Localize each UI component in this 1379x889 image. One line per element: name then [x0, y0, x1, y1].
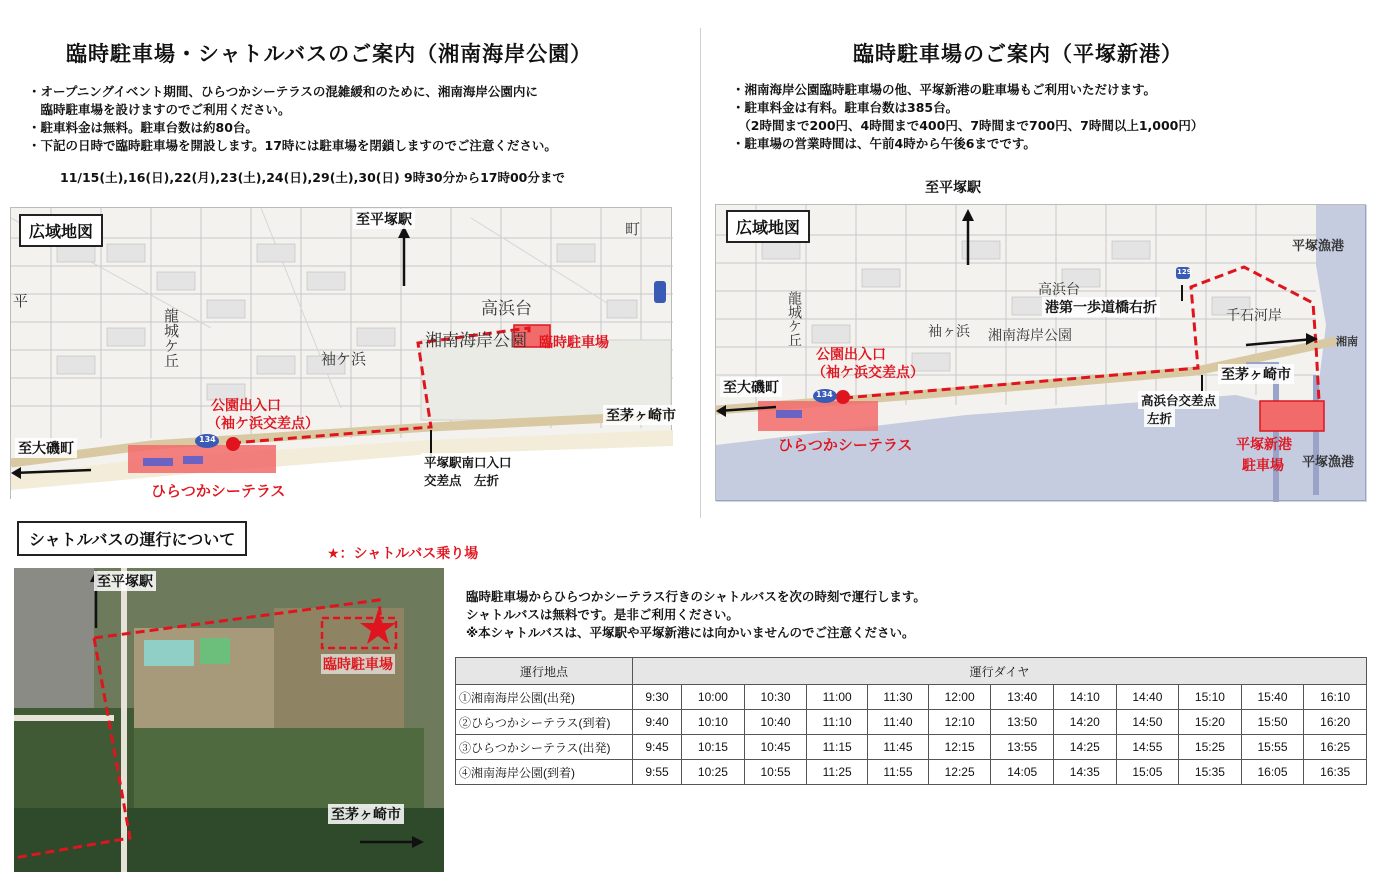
table-row	[456, 735, 1367, 760]
table-row	[456, 710, 1367, 735]
timetable-time-cell: 15:50	[1241, 710, 1304, 735]
timetable-time-cell: 15:10	[1179, 685, 1242, 710]
timetable-time-cell: 13:40	[991, 685, 1054, 710]
timetable-stop-cell: ②ひらつかシーテラス(到着)	[456, 710, 633, 735]
right-to-chigasaki-label: 至茅ヶ崎市	[1218, 364, 1294, 384]
right-sodegahama-label: 袖ヶ浜	[928, 324, 970, 340]
timetable-time-cell: 11:00	[807, 685, 868, 710]
timetable-time-cell: 14:50	[1116, 710, 1179, 735]
timetable-time-cell: 11:40	[868, 710, 929, 735]
right-takahama-label: 高浜台	[1038, 282, 1080, 298]
right-route-129-shield: 129	[1177, 268, 1192, 276]
left-title: 臨時駐車場・シャトルバスのご案内（湘南海岸公園）	[66, 42, 593, 66]
right-shonan-label: 湘南	[1336, 335, 1358, 348]
timetable-body	[456, 685, 1367, 785]
right-bullet: （2時間まで200円、4時間まで400円、7時間まで700円、7時間以上1,000円）	[732, 118, 1204, 133]
timetable-time-cell: 10:40	[744, 710, 807, 735]
left-takahama-label: 高浜台	[481, 299, 532, 319]
left-map-tag: 広域地図	[19, 214, 103, 247]
timetable-time-cell: 10:55	[744, 760, 807, 785]
left-bullet: ・オープニングイベント期間、ひらつかシーテラスの混雑緩和のために、湘南海岸公園内に	[28, 84, 538, 99]
shuttle-aerial-photo	[14, 568, 444, 872]
left-bullet: ・駐車料金は無料。駐車台数は約80台。	[28, 120, 258, 135]
right-to-oiso-label: 至大磯町	[720, 377, 782, 397]
timetable-time-cell: 14:35	[1054, 760, 1117, 785]
timetable-time-cell: 12:10	[928, 710, 991, 735]
timetable-time-cell: 11:15	[807, 735, 868, 760]
left-hira-label: 平	[13, 292, 29, 310]
timetable-time-cell: 9:45	[633, 735, 682, 760]
right-bullet: ・駐車場の営業時間は、午前4時から午後6までです。	[732, 136, 1036, 151]
right-entrance-sub-label: （袖ケ浜交差点）	[812, 365, 924, 381]
timetable-time-cell: 16:05	[1241, 760, 1304, 785]
right-turn-left-label: 高浜台交差点	[1138, 391, 1219, 409]
timetable-time-cell: 15:05	[1116, 760, 1179, 785]
boarding-legend: ★：シャトルバス乗り場	[327, 546, 479, 562]
timetable-time-cell: 16:10	[1304, 685, 1367, 710]
right-map-tag: 広域地図	[726, 210, 810, 243]
timetable-time-cell: 14:25	[1054, 735, 1117, 760]
left-turn-label: 平塚駅南口入口	[421, 453, 515, 471]
timetable-time-cell: 15:40	[1241, 685, 1304, 710]
timetable-time-cell: 10:45	[744, 735, 807, 760]
right-wide-area-map	[715, 180, 1366, 501]
timetable-time-cell: 16:25	[1304, 735, 1367, 760]
column-divider	[700, 28, 701, 518]
timetable-time-cell: 11:25	[807, 760, 868, 785]
right-new-port-label: 平塚新港	[1236, 437, 1292, 453]
timetable-time-cell: 15:55	[1241, 735, 1304, 760]
timetable-time-cell: 12:15	[928, 735, 991, 760]
timetable-time-cell: 15:35	[1179, 760, 1242, 785]
timetable-time-cell: 15:20	[1179, 710, 1242, 735]
right-park-label: 湘南海岸公園	[988, 328, 1072, 344]
left-temp-parking-label: 臨時駐車場	[539, 335, 609, 351]
left-machi-label: 町	[625, 220, 641, 238]
shuttle-note: ※本シャトルバスは、平塚駅や平塚新港には向かいませんのでご注意ください。	[466, 625, 915, 640]
timetable-time-cell: 16:20	[1304, 710, 1367, 735]
timetable-time-cell: 10:10	[682, 710, 745, 735]
shuttle-note: シャトルバスは無料です。是非ご利用ください。	[466, 607, 739, 622]
right-turn-left-sub-label: 左折	[1144, 409, 1175, 427]
timetable-time-cell: 11:55	[868, 760, 929, 785]
timetable-time-cell: 14:10	[1054, 685, 1117, 710]
timetable-time-cell: 14:55	[1116, 735, 1179, 760]
aerial-temp-parking-label: 臨時駐車場	[321, 654, 395, 674]
left-ryujo-label: 龍城ケ丘	[162, 308, 180, 368]
timetable-time-cell: 10:15	[682, 735, 745, 760]
timetable-time-cell: 9:30	[633, 685, 682, 710]
right-fishing-port-label: 平塚漁港	[1292, 239, 1345, 254]
right-title: 臨時駐車場のご案内（平塚新港）	[853, 42, 1183, 66]
timetable-time-cell: 12:00	[928, 685, 991, 710]
timetable-time-cell: 14:05	[991, 760, 1054, 785]
timetable-stop-cell: ③ひらつかシーテラス(出発)	[456, 735, 633, 760]
right-new-port-sub-label: 駐車場	[1242, 458, 1284, 474]
timetable-time-cell: 10:25	[682, 760, 745, 785]
right-fishing-port-lower-label: 平塚漁港	[1302, 455, 1355, 470]
right-entrance-label: 公園出入口	[816, 347, 886, 363]
shuttle-notes	[466, 588, 926, 642]
timetable-time-cell: 10:00	[682, 685, 745, 710]
table-row	[456, 685, 1367, 710]
table-row	[456, 760, 1367, 785]
timetable-time-cell: 14:20	[1054, 710, 1117, 735]
shuttle-timetable	[455, 657, 1367, 785]
left-to-chigasaki-label: 至茅ヶ崎市	[603, 405, 679, 425]
timetable-time-cell: 9:40	[633, 710, 682, 735]
timetable-time-cell: 13:50	[991, 710, 1054, 735]
left-route-134-shield: 134	[199, 435, 216, 444]
right-turn-right-label: 港第一歩道橋右折	[1042, 297, 1160, 317]
timetable-stop-header: 運行地点	[456, 658, 633, 685]
timetable-time-cell: 11:10	[807, 710, 868, 735]
right-bullets	[732, 81, 1203, 153]
right-bullet: ・駐車料金は有料。駐車台数は385台。	[732, 100, 959, 115]
right-route-134-shield: 134	[816, 390, 833, 399]
right-ryujo-label: 龍城ケ丘	[786, 291, 802, 347]
timetable-time-cell: 11:30	[868, 685, 929, 710]
timetable-time-cell: 13:55	[991, 735, 1054, 760]
left-entrance-sub-label: （袖ケ浜交差点）	[207, 416, 319, 432]
timetable-time-cell: 16:35	[1304, 760, 1367, 785]
timetable-stop-cell: ①湘南海岸公園(出発)	[456, 685, 633, 710]
left-sodegahama-label: 袖ケ浜	[321, 350, 367, 368]
shuttle-note: 臨時駐車場からひらつかシーテラス行きのシャトルバスを次の時刻で運行します。	[466, 589, 926, 604]
open-hours: 9時30分から17時00分まで	[404, 170, 565, 185]
timetable-header-row	[456, 658, 1367, 685]
right-seaterrace-label: ひらつかシーテラス	[778, 436, 913, 454]
left-to-hiratsuka-label: 至平塚駅	[353, 209, 415, 229]
aerial-to-chigasaki-label: 至茅ヶ崎市	[328, 804, 404, 824]
timetable-time-cell: 15:25	[1179, 735, 1242, 760]
left-to-oiso-label: 至大磯町	[15, 438, 77, 458]
timetable-time-cell: 11:45	[868, 735, 929, 760]
aerial-to-hiratsuka-label: 至平塚駅	[94, 571, 156, 591]
aerial-graphic	[14, 568, 444, 872]
timetable-time-cell: 10:30	[744, 685, 807, 710]
right-sengoku-label: 千石河岸	[1226, 308, 1282, 324]
left-bullet: 臨時駐車場を設けますのでご利用ください。	[28, 102, 291, 117]
left-wide-area-map	[10, 207, 676, 500]
timetable-time-cell: 14:40	[1116, 685, 1179, 710]
left-turn-sub-label: 交差点 左折	[421, 471, 502, 489]
open-dates: 11/15(土),16(日),22(月),23(土),24(日),29(土),30(日)	[60, 170, 400, 185]
left-bullet: ・下記の日時で臨時駐車場を開設します。17時には駐車場を閉鎖しますのでご注意ください。	[28, 138, 557, 153]
left-bullets	[28, 83, 557, 155]
shuttle-heading: シャトルバスの運行について	[17, 521, 247, 556]
left-entrance-label: 公園出入口	[211, 398, 281, 414]
left-seaterrace-label: ひらつかシーテラス	[151, 482, 286, 500]
left-park-label: 湘南海岸公園	[425, 331, 527, 351]
timetable-time-cell: 9:55	[633, 760, 682, 785]
timetable-time-cell: 12:25	[928, 760, 991, 785]
timetable-stop-cell: ④湘南海岸公園(到着)	[456, 760, 633, 785]
timetable-schedule-header: 運行ダイヤ	[633, 658, 1367, 685]
right-bullet: ・湘南海岸公園臨時駐車場の他、平塚新港の駐車場もご利用いただけます。	[732, 82, 1157, 97]
right-to-hiratsuka-label: 至平塚駅	[922, 177, 984, 197]
